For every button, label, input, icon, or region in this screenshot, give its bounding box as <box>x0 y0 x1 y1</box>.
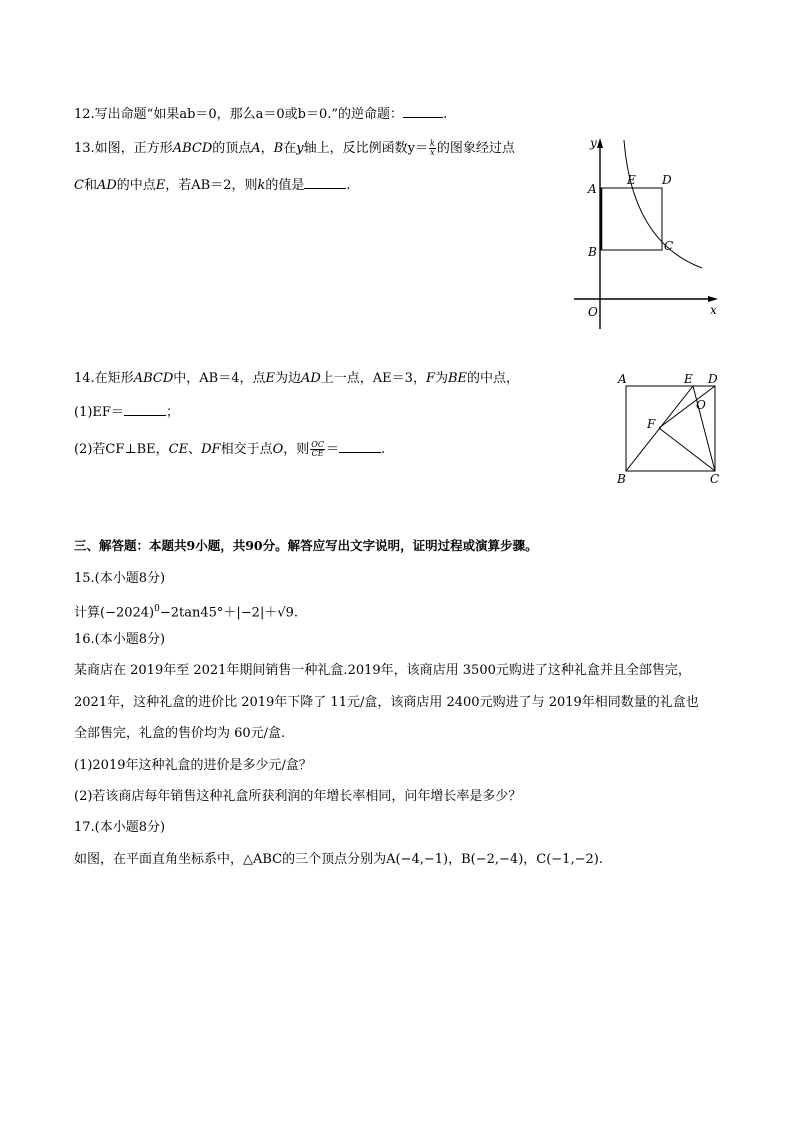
q14-text: 上一点，AE＝3， <box>320 371 426 386</box>
q13-text: 的值是 <box>265 178 305 193</box>
q14-part2-text: 相交于点 <box>220 442 273 457</box>
label-x: x <box>710 303 717 317</box>
frac-numerator: OC <box>311 440 324 449</box>
figure-13 <box>570 134 730 334</box>
q13-comma: ， <box>260 141 274 156</box>
label-d: D <box>708 372 718 386</box>
q14-part2-text: ＝ <box>325 442 339 457</box>
q16-line2: 2021年，这种礼盒的进价比 2019年下降了 11元/盒，该商店用 2400元购进了与 2019年相同数量的礼盒也 <box>74 695 699 710</box>
q14-text: 中，AB＝4，点 <box>173 371 266 386</box>
label-d: D <box>662 173 672 187</box>
label-o: O <box>696 398 706 412</box>
q15-exponent: 0 <box>154 604 160 614</box>
q14-text: 14.在矩形 <box>74 371 134 386</box>
y-axis-arrow <box>597 138 603 148</box>
q13-y: y <box>296 141 304 156</box>
square-abcd <box>600 188 662 250</box>
q14-text: 为 <box>434 371 448 386</box>
question-13-line2 <box>74 176 351 195</box>
fraction-oc-over-ce <box>310 441 325 458</box>
hyperbola-curve <box>624 140 702 268</box>
q13-abcd: ABCD <box>172 141 213 156</box>
q13-text: 和 <box>83 178 97 193</box>
q13-end: . <box>346 178 351 193</box>
q17-body: 如图，在平面直角坐标系中，△ABC的三个顶点分别为A(−4,−1)，B(−2,−4)，C(−1,−2). <box>74 852 603 867</box>
q12-text: 12.写出命题“如果ab＝0，那么a＝0或b＝0.”的逆命题： <box>74 107 404 122</box>
label-e: E <box>627 173 636 187</box>
label-c: C <box>710 472 720 486</box>
q14-part1-end: ； <box>165 405 179 420</box>
q13-text: 轴上，反比例函数y＝ <box>303 141 428 156</box>
fraction-k-over-x <box>429 140 436 157</box>
q14-point-o: O <box>272 442 284 457</box>
label-y: y <box>590 136 597 150</box>
label-b: B <box>588 245 597 259</box>
q13-point-a: A <box>251 141 261 156</box>
q17-heading: 17.(本小题8分) <box>74 820 166 835</box>
section-3-heading: 三、解答题：本题共9小题，共90分。解答应写出文字说明，证明过程或演算步骤。 <box>74 538 538 553</box>
q14-ad: AD <box>300 371 321 386</box>
segment-cf <box>659 428 715 471</box>
q16-part2: (2)若该商店每年销售这种礼盒所获利润的年增长率相同，问年增长率是多少？ <box>74 789 522 804</box>
q15-text: 计算(−2024) <box>74 605 155 621</box>
q16-part1: (1)2019年这种礼盒的进价是多少元/盒？ <box>74 758 312 773</box>
label-a: A <box>618 372 627 386</box>
q14-point-e: E <box>265 371 275 386</box>
q15-heading: 15.(本小题8分) <box>74 571 166 586</box>
frac-numerator: k <box>429 139 435 148</box>
q13-text: ，若AB＝2，则 <box>165 178 258 193</box>
label-o: O <box>588 305 598 319</box>
answer-blank <box>403 105 443 118</box>
question-14-line1 <box>74 370 519 388</box>
q14-part2-text: ，则 <box>283 442 310 457</box>
q16-line1: 某商店在 2019年至 2021年期间销售一种礼盒.2019年，该商店用 3500元购进了这种礼盒并且全部售完， <box>74 663 691 678</box>
q13-k: k <box>257 178 266 193</box>
segment-df <box>659 386 715 428</box>
label-a: A <box>588 182 597 196</box>
q13-text: 13.如图，正方形 <box>74 141 173 156</box>
frac-denominator: CE <box>311 449 324 458</box>
q14-ce: CE <box>168 442 189 457</box>
label-c: C <box>664 239 674 253</box>
q15-text: −2tan45°＋|−2|＋√9. <box>159 605 299 621</box>
q14-point-f: F <box>425 371 435 386</box>
q14-part1-text: (1)EF＝ <box>74 405 124 420</box>
question-14-part1 <box>74 403 179 422</box>
question-14-part2 <box>74 440 385 459</box>
frac-denominator: x <box>430 148 435 157</box>
q13-text: 在 <box>283 141 297 156</box>
q14-end: . <box>380 442 386 457</box>
q14-part2-text: (2)若CF⊥BE， <box>74 442 169 457</box>
q13-point-e: E <box>155 178 166 193</box>
label-f: F <box>647 417 656 431</box>
q14-text: 为边 <box>274 371 301 386</box>
q13-text: 的顶点 <box>212 141 252 156</box>
answer-blank <box>339 440 381 453</box>
q16-heading: 16.(本小题8分) <box>74 632 166 647</box>
question-13-line1 <box>74 140 515 158</box>
q13-text: 的中点 <box>116 178 156 193</box>
q14-abcd: ABCD <box>133 371 174 386</box>
q13-point-c: C <box>74 178 84 193</box>
answer-blank <box>124 403 166 416</box>
answer-blank <box>304 176 346 189</box>
label-e: E <box>684 372 693 386</box>
question-12 <box>74 105 447 124</box>
q14-part2-text: 、 <box>188 442 202 457</box>
label-b: B <box>617 472 626 486</box>
x-axis-arrow <box>708 296 718 302</box>
figure-14 <box>612 370 732 490</box>
q13-text: 的图象经过点 <box>436 141 515 156</box>
q14-df: DF <box>201 442 221 457</box>
q14-text: 的中点， <box>467 371 520 386</box>
q13-ad: AD <box>96 178 117 193</box>
q14-be: BE <box>448 371 468 386</box>
q16-line3: 全部售完，礼盒的售价均为 60元/盒. <box>74 726 286 741</box>
q15-expression <box>74 600 298 622</box>
q13-point-b: B <box>273 141 284 156</box>
q12-end: . <box>443 107 448 122</box>
